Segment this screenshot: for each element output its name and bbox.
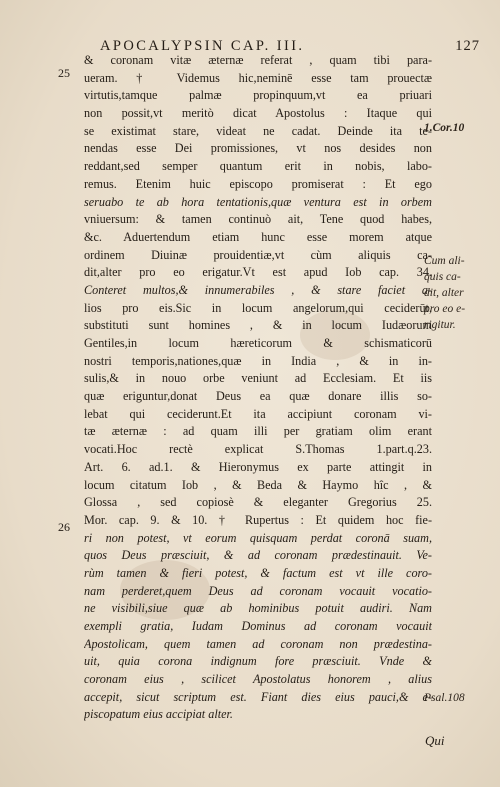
text-line: ri non potest, vt eorum quisquam perdat coronā suam, (84, 530, 432, 545)
text-line: ne visibili,siue quæ ab hominibus potuit audiri. Nam (84, 601, 432, 616)
text-line: substituti sunt homines , & in locum Iudæorum (84, 318, 432, 333)
margin-note-text: 1.Cor.10 (424, 122, 465, 134)
text-line: coronam eius , scilicet Apostolatus honorem , alius (84, 672, 432, 687)
line-number: 26 (58, 520, 70, 534)
running-title: APOCALYPSIN CAP. III. (100, 38, 305, 54)
text-line: ordinem Diuinæ prouidentiæ,vt cùm aliquis ca- (84, 247, 432, 262)
text-line: &c. Aduertendum etiam hunc esse morem atque (84, 229, 432, 244)
margin-note-cor (424, 120, 464, 136)
text-line: lebat qui ceciderunt.Et ita accipiunt coronam vi- (84, 406, 432, 421)
text-line: piscopatum eius accipiat alter. (84, 707, 233, 722)
text-line: & coronam vitæ æternæ referat , quam tibi para- (84, 53, 432, 67)
text-line: remus. Etenim huic episcopo promiserat : Et ego (84, 176, 432, 191)
margin-note-line: quis ca- (424, 271, 461, 283)
text-line: vniuersum: & tamen continuò ait, Tene quod habes, (84, 212, 432, 227)
text-line: uit, quia corona indignum fore præsciuit. Vnde & (84, 654, 432, 669)
margin-note-line: dit, alter (424, 287, 464, 299)
text-line: accepit, sicut scriptum est. Fiant dies eius pauci,& e- (84, 689, 432, 704)
text-line: reddant,sed semper quantum erit in nobis, labo- (84, 159, 432, 174)
text-line: sulis,& in nouo orbe veniunt ad Ecclesiam. Et iis (84, 371, 432, 386)
text-line: locum citatum Iob , & Beda & Haymo hîc , & (84, 477, 432, 492)
text-line: Mor. cap. 9. & 10. † Rupertus : Et quidem hoc fie- (84, 512, 432, 527)
text-line: lios pro eis.Sic in locum angelorum,qui ceciderūt, (84, 300, 432, 315)
text-line: seruabo te ab hora tentationis,quæ ventura est in orbem (84, 194, 432, 209)
text-line: nendas esse Dei promissiones, vt nos desides non (84, 141, 432, 156)
text-line: nam perderet,quem Deus ad coronam vocauit vocatio- (84, 583, 432, 598)
text-line: non possit,vt meritò dicat Apostolus : Itaque qui (84, 106, 432, 121)
text-line: exempli gratia, Iudam Dominus ad coronam vocauit (84, 619, 432, 633)
text-line: quæ eriguntur,donat Deus ea quæ donare illis so- (84, 389, 432, 404)
text-line: ueram. † Videmus hic,neminē esse tam prouectæ (84, 70, 432, 85)
catchword: Qui (425, 733, 445, 748)
text-line: se existimat stare, videat ne cadat. Deinde ita te- (84, 123, 432, 138)
margin-note-text: Psal.108 (424, 692, 465, 704)
body-text (84, 52, 432, 724)
margin-note-line: pro eo e- (424, 303, 466, 315)
margin-note-cum (424, 253, 465, 333)
text-line: rùm tamen & fieri potest, & factum est vt ille coro- (84, 565, 432, 580)
text-line: nostri temporis,nationes,quæ in India , & in in- (84, 353, 432, 368)
margin-note-line: rigitur. (424, 319, 456, 331)
margin-note-line: Cum ali- (424, 255, 465, 267)
line-number: 25 (58, 66, 70, 80)
text-line: dit,alter pro eo erigatur.Vt est apud Iob cap. 34. (84, 265, 432, 280)
text-line: quos Deus præsciuit, & ad coronam prædestinauit. Ve- (84, 548, 432, 563)
text-line: Gentiles,in locum hæreticorum & schismaticorū (84, 336, 432, 350)
text-line: virtutis,tamque palmæ propinquum,vt ea priuari (84, 88, 432, 103)
text-line: Apostolicam, quem tamen ad coronam non prædestina- (84, 636, 432, 651)
page-number: 127 (455, 38, 480, 54)
text-line: tæ æternæ : ad quam illi per gratiam olim erant (84, 424, 432, 439)
text-line: vocati.Hoc rectè explicat S.Thomas 1.part.q.23. (84, 442, 432, 457)
margin-note-psal (424, 690, 465, 706)
text-line: Glossa , sed copiosè & eleganter Gregorius 25. (84, 495, 432, 510)
text-line: Art. 6. ad.1. & Hieronymus ex parte attingit in (84, 459, 432, 474)
text-line: Conteret multos,& innumerabiles , & stare faciet a- (84, 282, 432, 297)
